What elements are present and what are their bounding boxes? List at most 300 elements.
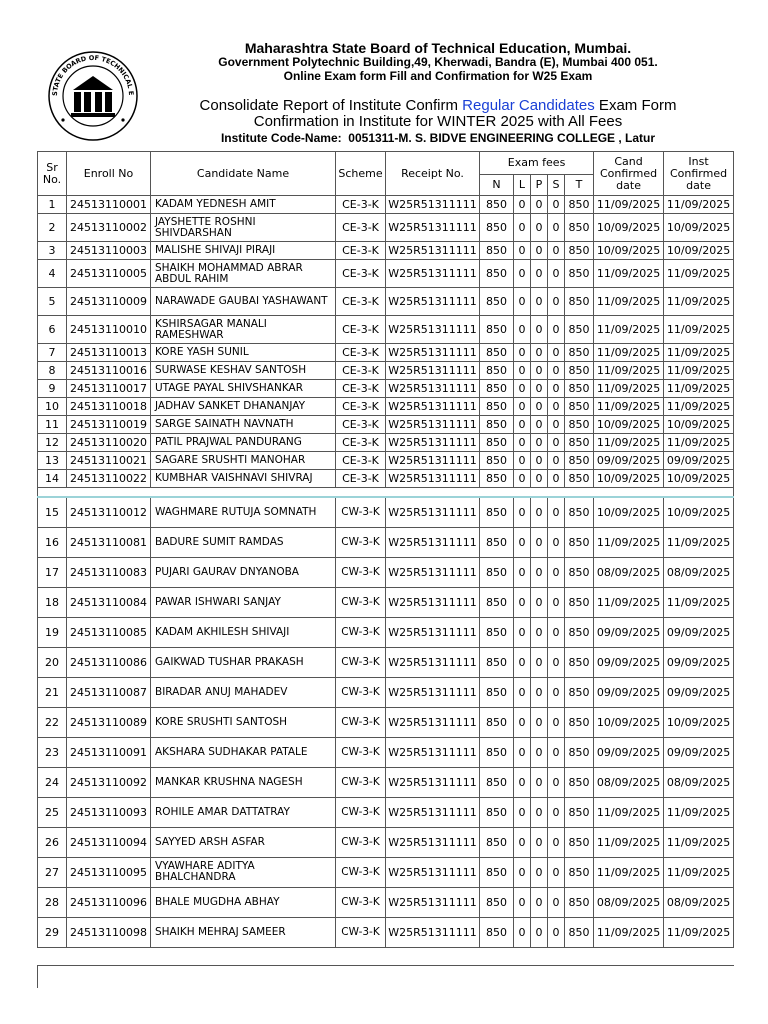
cell-enroll: 24513110094 [67,827,151,857]
cell-n: 850 [480,497,514,527]
cell-sr: 9 [38,380,67,398]
cell-l: 0 [514,887,531,917]
cell-enroll: 24513110012 [67,497,151,527]
cell-inst: 11/09/2025 [664,827,734,857]
cell-inst: 11/09/2025 [664,288,734,316]
cell-n: 850 [480,617,514,647]
cell-cand: 11/09/2025 [594,288,664,316]
report-title-line2: Confirmation in Institute for WINTER 2025 with All Fees [253,113,623,130]
cell-scheme: CW-3-K [336,617,386,647]
cell-enroll: 24513110009 [67,288,151,316]
cell-t: 850 [565,617,594,647]
cell-s: 0 [548,557,565,587]
table-row [38,707,734,737]
cell-sr: 1 [38,196,67,214]
cell-scheme: CW-3-K [336,587,386,617]
cell-cand: 09/09/2025 [594,677,664,707]
cell-s: 0 [548,917,565,947]
section-separator [38,488,734,498]
cell-t: 850 [565,707,594,737]
cell-enroll: 24513110019 [67,416,151,434]
report-title [148,97,728,114]
cell-receipt: W25R51311111 [386,242,480,260]
cell-inst: 11/09/2025 [664,362,734,380]
separator-cell [38,488,734,498]
cell-cand: 08/09/2025 [594,557,664,587]
cell-scheme: CW-3-K [336,887,386,917]
cell-s: 0 [548,452,565,470]
col-sr: Sr No. [38,152,67,196]
cell-inst: 11/09/2025 [664,857,734,887]
table-row [38,677,734,707]
institute-label: Institute Code-Name: [220,131,342,145]
cell-name: SHAIKH MOHAMMAD ABRAR ABDUL RAHIM [151,260,336,288]
cell-p: 0 [531,767,548,797]
cell-cand: 11/09/2025 [594,196,664,214]
cell-sr: 2 [38,214,67,242]
cell-inst: 11/09/2025 [664,398,734,416]
svg-text:STATE BOARD OF TECHNICAL EDUCA: STATE BOARD OF TECHNICAL E [50,53,136,97]
cell-receipt: W25R51311111 [386,647,480,677]
cell-enroll: 24513110013 [67,344,151,362]
cell-enroll: 24513110083 [67,557,151,587]
cell-sr: 25 [38,797,67,827]
cell-s: 0 [548,398,565,416]
cell-p: 0 [531,737,548,767]
cell-t: 850 [565,260,594,288]
cell-cand: 11/09/2025 [594,260,664,288]
cell-enroll: 24513110002 [67,214,151,242]
cell-p: 0 [531,527,548,557]
cell-t: 850 [565,470,594,488]
cell-p: 0 [531,316,548,344]
cell-l: 0 [514,827,531,857]
cell-receipt: W25R51311111 [386,434,480,452]
msbte-logo [45,50,141,142]
cell-scheme: CE-3-K [336,196,386,214]
cell-name: SHAIKH MEHRAJ SAMEER [151,917,336,947]
cell-t: 850 [565,434,594,452]
cell-name: VYAWHARE ADITYA BHALCHANDRA [151,857,336,887]
cell-p: 0 [531,452,548,470]
cell-cand: 09/09/2025 [594,617,664,647]
cell-n: 850 [480,242,514,260]
cell-receipt: W25R51311111 [386,767,480,797]
cell-inst: 11/09/2025 [664,434,734,452]
cell-s: 0 [548,196,565,214]
table-row [38,344,734,362]
cell-cand: 11/09/2025 [594,917,664,947]
cell-s: 0 [548,344,565,362]
cell-s: 0 [548,677,565,707]
cell-sr: 5 [38,288,67,316]
cell-n: 850 [480,557,514,587]
cell-enroll: 24513110093 [67,797,151,827]
cell-s: 0 [548,827,565,857]
cell-receipt: W25R51311111 [386,380,480,398]
table-row [38,917,734,947]
cell-scheme: CE-3-K [336,416,386,434]
cell-name: KORE SRUSHTI SANTOSH [151,707,336,737]
col-p: P [531,175,548,196]
cell-cand: 09/09/2025 [594,737,664,767]
institute-line [148,131,728,145]
cell-s: 0 [548,797,565,827]
cell-name: MANKAR KRUSHNA NAGESH [151,767,336,797]
cell-cand: 11/09/2025 [594,316,664,344]
cell-inst: 11/09/2025 [664,587,734,617]
cell-inst: 11/09/2025 [664,316,734,344]
cell-receipt: W25R51311111 [386,470,480,488]
cell-l: 0 [514,497,531,527]
cell-enroll: 24513110098 [67,917,151,947]
cell-t: 850 [565,242,594,260]
cell-name: GAIKWAD TUSHAR PRAKASH [151,647,336,677]
cell-receipt: W25R51311111 [386,557,480,587]
cell-inst: 09/09/2025 [664,737,734,767]
cell-enroll: 24513110095 [67,857,151,887]
report-title-prefix: Consolidate Report of Institute Confirm [199,97,463,114]
cell-s: 0 [548,767,565,797]
cell-receipt: W25R51311111 [386,707,480,737]
table-row [38,242,734,260]
cell-n: 850 [480,797,514,827]
cell-l: 0 [514,288,531,316]
cell-p: 0 [531,470,548,488]
cell-p: 0 [531,260,548,288]
cell-receipt: W25R51311111 [386,737,480,767]
cell-sr: 10 [38,398,67,416]
cell-scheme: CE-3-K [336,398,386,416]
cell-p: 0 [531,434,548,452]
cell-scheme: CW-3-K [336,707,386,737]
table-row [38,260,734,288]
cell-s: 0 [548,527,565,557]
cell-cand: 10/09/2025 [594,214,664,242]
cell-name: KSHIRSAGAR MANALI RAMESHWAR [151,316,336,344]
cell-sr: 3 [38,242,67,260]
table-row [38,797,734,827]
cell-sr: 7 [38,344,67,362]
cell-n: 850 [480,587,514,617]
cell-enroll: 24513110092 [67,767,151,797]
cell-cand: 10/09/2025 [594,470,664,488]
col-enroll: Enroll No [67,152,151,196]
cell-sr: 18 [38,587,67,617]
cell-cand: 09/09/2025 [594,452,664,470]
cell-t: 850 [565,587,594,617]
cell-sr: 12 [38,434,67,452]
cell-receipt: W25R51311111 [386,857,480,887]
cell-n: 850 [480,214,514,242]
cell-name: MALISHE SHIVAJI PIRAJI [151,242,336,260]
cell-l: 0 [514,917,531,947]
cell-receipt: W25R51311111 [386,617,480,647]
cell-sr: 16 [38,527,67,557]
cell-name: PAWAR ISHWARI SANJAY [151,587,336,617]
cell-s: 0 [548,214,565,242]
cell-name: JADHAV SANKET DHANANJAY [151,398,336,416]
cell-l: 0 [514,452,531,470]
cell-enroll: 24513110081 [67,527,151,557]
cell-n: 850 [480,362,514,380]
cell-name: NARAWADE GAUBAI YASHAWANT [151,288,336,316]
cell-scheme: CE-3-K [336,362,386,380]
cell-receipt: W25R51311111 [386,214,480,242]
cell-t: 850 [565,527,594,557]
cell-p: 0 [531,416,548,434]
cell-n: 850 [480,677,514,707]
cell-cand: 11/09/2025 [594,362,664,380]
cell-n: 850 [480,398,514,416]
col-exam-fees: Exam fees [480,152,594,175]
table-row [38,434,734,452]
board-address: Government Polytechnic Building,49, Kherwadi, Bandra (E), Mumbai 400 051. [218,55,658,69]
cell-n: 850 [480,647,514,677]
cell-sr: 24 [38,767,67,797]
cell-l: 0 [514,344,531,362]
cell-l: 0 [514,214,531,242]
cell-t: 850 [565,827,594,857]
cell-inst: 10/09/2025 [664,497,734,527]
cell-n: 850 [480,196,514,214]
cell-sr: 14 [38,470,67,488]
cell-inst: 10/09/2025 [664,707,734,737]
cell-scheme: CE-3-K [336,452,386,470]
col-receipt: Receipt No. [386,152,480,196]
cell-n: 850 [480,707,514,737]
table-continuation [37,965,734,988]
cell-name: BHALE MUGDHA ABHAY [151,887,336,917]
cell-n: 850 [480,452,514,470]
cell-p: 0 [531,398,548,416]
cell-receipt: W25R51311111 [386,316,480,344]
cell-n: 850 [480,737,514,767]
cell-sr: 6 [38,316,67,344]
cell-scheme: CE-3-K [336,470,386,488]
cell-p: 0 [531,917,548,947]
cell-scheme: CE-3-K [336,380,386,398]
cell-cand: 10/09/2025 [594,416,664,434]
cell-l: 0 [514,617,531,647]
cell-name: SURWASE KESHAV SANTOSH [151,362,336,380]
cell-inst: 11/09/2025 [664,527,734,557]
cell-scheme: CW-3-K [336,647,386,677]
cell-t: 850 [565,887,594,917]
cell-l: 0 [514,797,531,827]
cell-cand: 11/09/2025 [594,344,664,362]
table-row [38,587,734,617]
cell-inst: 09/09/2025 [664,617,734,647]
cell-sr: 11 [38,416,67,434]
cell-s: 0 [548,362,565,380]
table-row [38,316,734,344]
cell-enroll: 24513110085 [67,617,151,647]
cell-receipt: W25R51311111 [386,797,480,827]
cell-p: 0 [531,196,548,214]
cell-s: 0 [548,434,565,452]
cell-s: 0 [548,242,565,260]
cell-p: 0 [531,827,548,857]
cell-receipt: W25R51311111 [386,416,480,434]
cell-name: KADAM YEDNESH AMIT [151,196,336,214]
cell-cand: 11/09/2025 [594,797,664,827]
cell-n: 850 [480,434,514,452]
cell-l: 0 [514,260,531,288]
cell-cand: 11/09/2025 [594,380,664,398]
cell-enroll: 24513110017 [67,380,151,398]
cell-sr: 21 [38,677,67,707]
cell-l: 0 [514,677,531,707]
cell-inst: 11/09/2025 [664,260,734,288]
cell-t: 850 [565,737,594,767]
cell-receipt: W25R51311111 [386,344,480,362]
cell-n: 850 [480,288,514,316]
cell-p: 0 [531,497,548,527]
cell-n: 850 [480,767,514,797]
cell-enroll: 24513110087 [67,677,151,707]
cell-cand: 09/09/2025 [594,647,664,677]
cell-name: SAYYED ARSH ASFAR [151,827,336,857]
cell-name: ROHILE AMAR DATTATRAY [151,797,336,827]
cell-scheme: CE-3-K [336,316,386,344]
cell-name: KORE YASH SUNIL [151,344,336,362]
cell-receipt: W25R51311111 [386,362,480,380]
cell-s: 0 [548,737,565,767]
cell-scheme: CE-3-K [336,288,386,316]
cell-sr: 23 [38,737,67,767]
col-t: T [565,175,594,196]
exam-subtitle: Online Exam form Fill and Confirmation for W25 Exam [283,69,593,83]
cell-sr: 17 [38,557,67,587]
cell-inst: 11/09/2025 [664,344,734,362]
cell-enroll: 24513110021 [67,452,151,470]
report-title-highlight: Regular Candidates [462,97,595,114]
cell-scheme: CE-3-K [336,242,386,260]
cell-s: 0 [548,260,565,288]
cell-sr: 28 [38,887,67,917]
cell-t: 850 [565,557,594,587]
cell-t: 850 [565,416,594,434]
cell-l: 0 [514,737,531,767]
cell-p: 0 [531,887,548,917]
cell-t: 850 [565,196,594,214]
cell-l: 0 [514,398,531,416]
col-s: S [548,175,565,196]
candidates-table [37,151,734,948]
cell-cand: 10/09/2025 [594,707,664,737]
cell-p: 0 [531,677,548,707]
cell-receipt: W25R51311111 [386,260,480,288]
cell-t: 850 [565,797,594,827]
cell-name: SAGARE SRUSHTI MANOHAR [151,452,336,470]
cell-sr: 29 [38,917,67,947]
cell-name: KADAM AKHILESH SHIVAJI [151,617,336,647]
cell-cand: 08/09/2025 [594,887,664,917]
cell-t: 850 [565,452,594,470]
cell-inst: 09/09/2025 [664,677,734,707]
cell-inst: 10/09/2025 [664,242,734,260]
cell-inst: 10/09/2025 [664,416,734,434]
cell-cand: 11/09/2025 [594,857,664,887]
cell-enroll: 24513110086 [67,647,151,677]
cell-inst: 08/09/2025 [664,887,734,917]
table-row [38,497,734,527]
cell-receipt: W25R51311111 [386,677,480,707]
cell-receipt: W25R51311111 [386,527,480,557]
cell-inst: 10/09/2025 [664,214,734,242]
cell-name: PUJARI GAURAV DNYANOBA [151,557,336,587]
cell-t: 850 [565,857,594,887]
cell-p: 0 [531,288,548,316]
cell-l: 0 [514,470,531,488]
col-inst-confirmed: Inst Confirmed date [664,152,734,196]
cell-cand: 11/09/2025 [594,587,664,617]
col-scheme: Scheme [336,152,386,196]
cell-p: 0 [531,380,548,398]
cell-p: 0 [531,214,548,242]
cell-receipt: W25R51311111 [386,917,480,947]
cell-scheme: CE-3-K [336,434,386,452]
cell-p: 0 [531,362,548,380]
table-row [38,288,734,316]
cell-s: 0 [548,887,565,917]
cell-p: 0 [531,797,548,827]
cell-n: 850 [480,857,514,887]
cell-inst: 09/09/2025 [664,647,734,677]
cell-t: 850 [565,497,594,527]
cell-t: 850 [565,344,594,362]
table-row [38,887,734,917]
cell-enroll: 24513110016 [67,362,151,380]
table-row [38,527,734,557]
cell-l: 0 [514,434,531,452]
cell-sr: 4 [38,260,67,288]
cell-cand: 11/09/2025 [594,827,664,857]
cell-name: BADURE SUMIT RAMDAS [151,527,336,557]
col-cand-confirmed: Cand Confirmed date [594,152,664,196]
cell-l: 0 [514,380,531,398]
cell-n: 850 [480,416,514,434]
cell-l: 0 [514,707,531,737]
cell-l: 0 [514,362,531,380]
cell-name: SARGE SAINATH NAVNATH [151,416,336,434]
table-row [38,767,734,797]
cell-scheme: CE-3-K [336,260,386,288]
report-title-suffix: Exam Form [594,97,677,114]
cell-scheme: CW-3-K [336,677,386,707]
cell-s: 0 [548,857,565,887]
table-row [38,647,734,677]
cell-inst: 10/09/2025 [664,470,734,488]
cell-name: WAGHMARE RUTUJA SOMNATH [151,497,336,527]
cell-sr: 20 [38,647,67,677]
cell-scheme: CE-3-K [336,214,386,242]
cell-enroll: 24513110018 [67,398,151,416]
cell-receipt: W25R51311111 [386,827,480,857]
table-row [38,827,734,857]
cell-scheme: CW-3-K [336,527,386,557]
cell-enroll: 24513110003 [67,242,151,260]
cell-t: 850 [565,647,594,677]
cell-cand: 10/09/2025 [594,497,664,527]
cell-t: 850 [565,398,594,416]
cell-enroll: 24513110084 [67,587,151,617]
col-l: L [514,175,531,196]
cell-l: 0 [514,527,531,557]
cell-enroll: 24513110001 [67,196,151,214]
cell-sr: 8 [38,362,67,380]
